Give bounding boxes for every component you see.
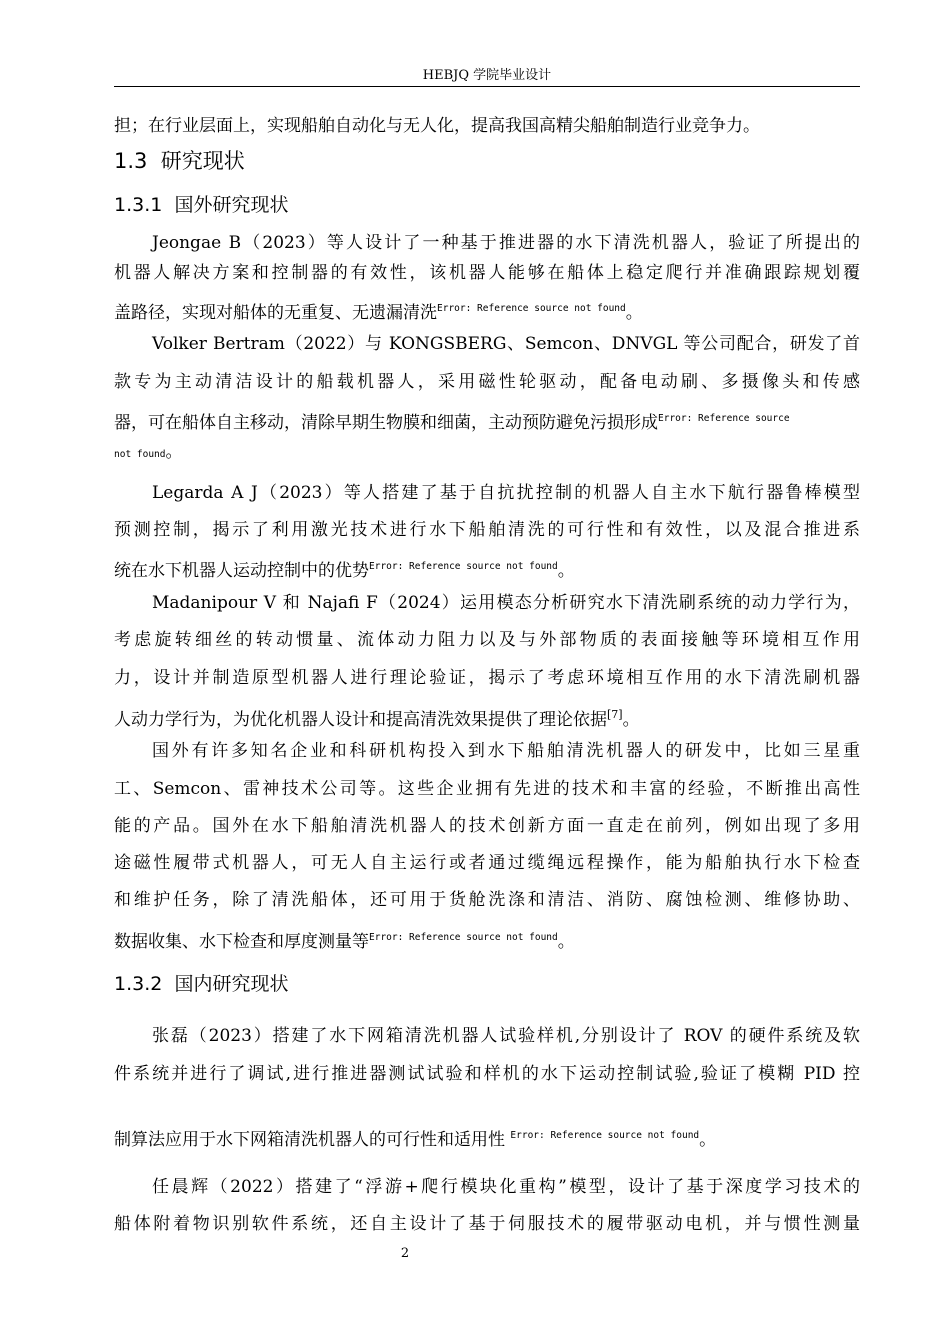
paragraph-text: 统在水下机器人运动控制中的优势	[114, 561, 369, 581]
section-title: 研究现状	[160, 149, 245, 173]
period: 。	[622, 710, 640, 730]
page-number: 2	[400, 1246, 410, 1261]
subsection-heading-domestic	[114, 972, 860, 996]
paragraph-line: 途磁性履带式机器人，可无人自主运行或者通过缆绳远程操作，能为船舶执行水下检查	[114, 853, 860, 873]
subsection-title: 国外研究现状	[174, 194, 289, 216]
paragraph-line: 预测控制，揭示了利用激光技术进行水下船舶清洗的可行性和有效性，以及混合推进系	[114, 520, 860, 540]
reference-error-note: Error: Reference source not found	[437, 303, 626, 314]
paragraph-text: 制算法应用于水下网箱清洗机器人的可行性和适用性	[114, 1130, 511, 1150]
paragraph-line: Madanipour V 和 Najafi F（2024）运用模态分析研究水下清洗刷系统的动力学行为，	[152, 593, 860, 613]
subsection-number: 1.3.1	[114, 194, 163, 216]
intro-line: 担；在行业层面上，实现船舶自动化与无人化，提高我国高精尖船舶制造行业竞争力。	[114, 116, 760, 136]
header-divider	[114, 86, 860, 87]
paragraph-line: 件系统并进行了调试,进行推进器测试试验和样机的水下运动控制试验,验证了模糊 PID 控	[114, 1064, 860, 1084]
page-header: HEBJQ 学院毕业设计	[422, 68, 552, 83]
paragraph-line	[114, 703, 860, 732]
paragraph-line	[114, 297, 860, 325]
paragraph-line	[114, 926, 860, 954]
paragraph-text: 人动力学行为，为优化机器人设计和提高清洗效果提供了理论依据	[114, 710, 607, 730]
paragraph-line: Jeongae B（2023）等人设计了一种基于推进器的水下清洗机器人，验证了所提出的	[152, 233, 860, 253]
reference-error-note: Error: Reference source not found	[369, 932, 558, 943]
period: 。	[557, 561, 575, 581]
citation-number: [7]	[607, 708, 623, 721]
paragraph-line: 张磊（2023）搭建了水下网箱清洗机器人试验样机,分别设计了 ROV 的硬件系统及软	[152, 1026, 860, 1046]
paragraph-text: 器，可在船体自主移动，清除早期生物膜和细菌，主动预防避免污损形成	[114, 413, 658, 433]
paragraph-line	[114, 407, 860, 435]
paragraph-text: 盖路径，实现对船体的无重复、无遗漏清洗	[114, 303, 437, 323]
paragraph-line: 考虑旋转细丝的转动惯量、流体动力阻力以及与外部物质的表面接触等环境相互作用	[114, 630, 860, 650]
reference-error-note: Error: Reference source	[658, 413, 790, 424]
reference-error-note: not found	[114, 449, 166, 460]
paragraph-line: Volker Bertram（2022）与 KONGSBERG、Semcon、DNVGL 等公司配合，研发了首	[152, 334, 860, 354]
paragraph-line: 能的产品。国外在水下船舶清洗机器人的技术创新方面一直走在前列，例如出现了多用	[114, 816, 860, 836]
reference-error-note: Error: Reference source not found	[510, 1130, 700, 1141]
subsection-title: 国内研究现状	[174, 973, 289, 995]
paragraph-line: 力，设计并制造原型机器人进行理论验证，揭示了考虑环境相互作用的水下清洗刷机器	[114, 668, 860, 688]
period: 。	[699, 1130, 717, 1150]
paragraph-line	[114, 555, 860, 583]
paragraph-line: 款专为主动清洁设计的船载机器人，采用磁性轮驱动，配备电动刷、多摄像头和传感	[114, 372, 860, 392]
paragraph-line	[114, 1124, 860, 1152]
paragraph-line: 机器人解决方案和控制器的有效性，该机器人能够在船体上稳定爬行并准确跟踪规划覆	[114, 263, 860, 283]
paragraph-line: 和维护任务，除了清洗船体，还可用于货舱洗涤和清洁、消防、腐蚀检测、维修协助、	[114, 890, 860, 910]
paragraph-line: 任晨辉（2022）搭建了“浮游+爬行模块化重构”模型，设计了基于深度学习技术的	[152, 1177, 860, 1197]
paragraph-text: 数据收集、水下检查和厚度测量等	[114, 932, 369, 952]
period: 。	[165, 442, 183, 462]
paragraph-line: 国外有许多知名企业和科研机构投入到水下船舶清洗机器人的研发中，比如三星重	[152, 741, 860, 761]
subsection-heading-foreign	[114, 193, 860, 217]
paragraph-line: Legarda A J（2023）等人搭建了基于自抗扰控制的机器人自主水下航行器鲁棒模型	[152, 483, 860, 503]
paragraph-line: 工、Semcon、雷神技术公司等。这些企业拥有先进的技术和丰富的经验，不断推出高性	[114, 779, 860, 799]
reference-error-note: Error: Reference source not found	[369, 561, 558, 572]
section-heading	[114, 148, 860, 174]
paragraph-line: 船体附着物识别软件系统，还自主设计了基于伺服技术的履带驱动电机，并与惯性测量	[114, 1214, 860, 1234]
paragraph-line	[114, 442, 860, 462]
subsection-number: 1.3.2	[114, 973, 163, 995]
section-number: 1.3	[114, 149, 148, 173]
period: 。	[625, 303, 643, 323]
period: 。	[557, 932, 575, 952]
